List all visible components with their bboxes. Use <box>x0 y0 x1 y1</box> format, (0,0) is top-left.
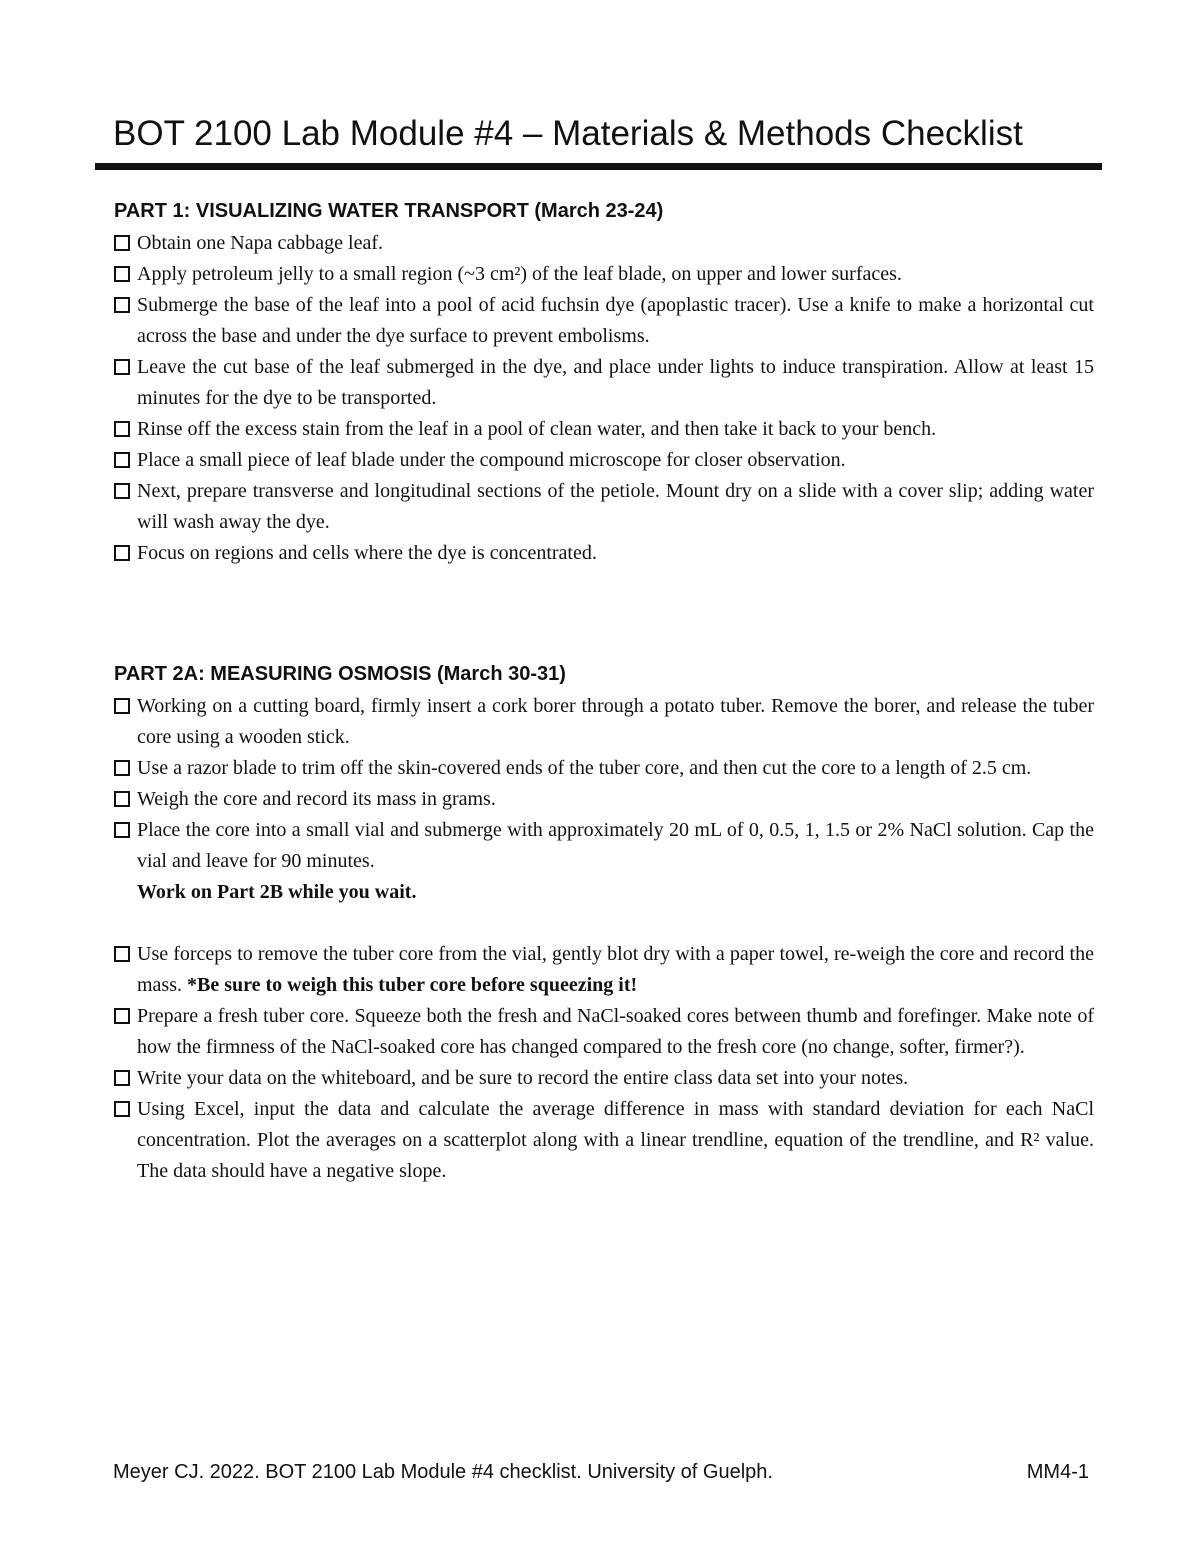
checklist-item <box>114 1094 1094 1187</box>
checkbox[interactable] <box>114 1008 130 1024</box>
item-text: Using Excel, input the data and calculate the average difference in mass with standard deviation for each NaCl concentration. Plot the averages on a scatterplot along with a linear trendline, equation of the trendline, and R² value. The data should have a negative slope. <box>137 1098 1094 1182</box>
checkbox[interactable] <box>114 822 130 838</box>
part1-checklist <box>114 228 1094 569</box>
checkbox[interactable] <box>114 791 130 807</box>
item-text: Focus on regions and cells where the dye is concentrated. <box>137 542 597 564</box>
checklist-item <box>114 290 1094 352</box>
checklist-item <box>114 259 1094 290</box>
checklist-item <box>114 1001 1094 1063</box>
checkbox[interactable] <box>114 359 130 375</box>
checkbox[interactable] <box>114 483 130 499</box>
item-text: Write your data on the whiteboard, and be sure to record the entire class data set into your notes. <box>137 1067 909 1089</box>
page-number: MM4-1 <box>1026 1461 1089 1483</box>
checklist-item <box>114 753 1094 784</box>
item-text: Apply petroleum jelly to a small region (~3 cm²) of the leaf blade, on upper and lower surfaces. <box>137 263 902 285</box>
checkbox[interactable] <box>114 452 130 468</box>
footer-citation: Meyer CJ. 2022. BOT 2100 Lab Module #4 checklist. University of Guelph. <box>113 1461 773 1483</box>
checklist-item <box>114 228 1094 259</box>
checklist-item <box>114 815 1094 908</box>
item-text: Leave the cut base of the leaf submerged in the dye, and place under lights to induce transpiration. Allow at least 15 minutes for the dye to be transported. <box>137 356 1094 409</box>
item-text: Next, prepare transverse and longitudinal sections of the petiole. Mount dry on a slide with a cover slip; adding water will wash away the dye. <box>137 480 1094 533</box>
checkbox[interactable] <box>114 1070 130 1086</box>
checklist-item <box>114 476 1094 538</box>
item-text: Working on a cutting board, firmly insert a cork borer through a potato tuber. Remove the borer, and release the tuber core using a wooden stick. <box>137 695 1094 748</box>
item-text: Use forceps to remove the tuber core from the vial, gently blot dry with a paper towel, re-weigh the core and record the mass. <box>137 943 1094 996</box>
part2a-section <box>114 660 1094 1187</box>
checklist-item <box>114 691 1094 753</box>
item-text: Prepare a fresh tuber core. Squeeze both the fresh and NaCl-soaked cores between thumb and forefinger. Make note of how the firmness of the NaCl-soaked core has changed compared to the fresh core (no change, softer, firmer?). <box>137 1005 1094 1058</box>
wait-note: Work on Part 2B while you wait. <box>137 881 417 903</box>
title-rule <box>95 163 1102 170</box>
part2a-heading: PART 2A: MEASURING OSMOSIS (March 30-31) <box>114 663 566 685</box>
weigh-warning: *Be sure to weigh this tuber core before squeezing it! <box>187 974 638 996</box>
checklist-item <box>114 445 1094 476</box>
checklist-item <box>114 784 1094 815</box>
item-text: Rinse off the excess stain from the leaf in a pool of clean water, and then take it back to your bench. <box>137 418 937 440</box>
item-text: Submerge the base of the leaf into a pool of acid fuchsin dye (apoplastic tracer). Use a knife to make a horizontal cut across the base and under the dye surface to prevent embolisms. <box>137 294 1094 347</box>
checkbox[interactable] <box>114 698 130 714</box>
page-title: BOT 2100 Lab Module #4 – Materials & Methods Checklist <box>113 114 1023 153</box>
checkbox[interactable] <box>114 297 130 313</box>
item-text: Use a razor blade to trim off the skin-covered ends of the tuber core, and then cut the core to a length of 2.5 cm. <box>137 757 1032 779</box>
checkbox[interactable] <box>114 1101 130 1117</box>
item-text: Weigh the core and record its mass in grams. <box>137 788 496 810</box>
item-text: Place a small piece of leaf blade under the compound microscope for closer observation. <box>137 449 846 471</box>
checkbox[interactable] <box>114 545 130 561</box>
checklist-item <box>114 414 1094 445</box>
checkbox[interactable] <box>114 266 130 282</box>
part2a-checklist <box>114 691 1094 1187</box>
item-text: Place the core into a small vial and submerge with approximately 20 mL of 0, 0.5, 1, 1.5 or 2% NaCl solution. Cap the vial and leave for 90 minutes. <box>137 819 1094 872</box>
part1-heading: PART 1: VISUALIZING WATER TRANSPORT (March 23-24) <box>114 200 664 222</box>
checklist-item <box>114 538 1094 569</box>
checkbox[interactable] <box>114 235 130 251</box>
checklist-item <box>114 1063 1094 1094</box>
checkbox[interactable] <box>114 946 130 962</box>
checklist-item <box>114 939 1094 1001</box>
checklist-item <box>114 352 1094 414</box>
checkbox[interactable] <box>114 421 130 437</box>
part1-section <box>114 197 1094 569</box>
item-text: Obtain one Napa cabbage leaf. <box>137 232 383 254</box>
checkbox[interactable] <box>114 760 130 776</box>
